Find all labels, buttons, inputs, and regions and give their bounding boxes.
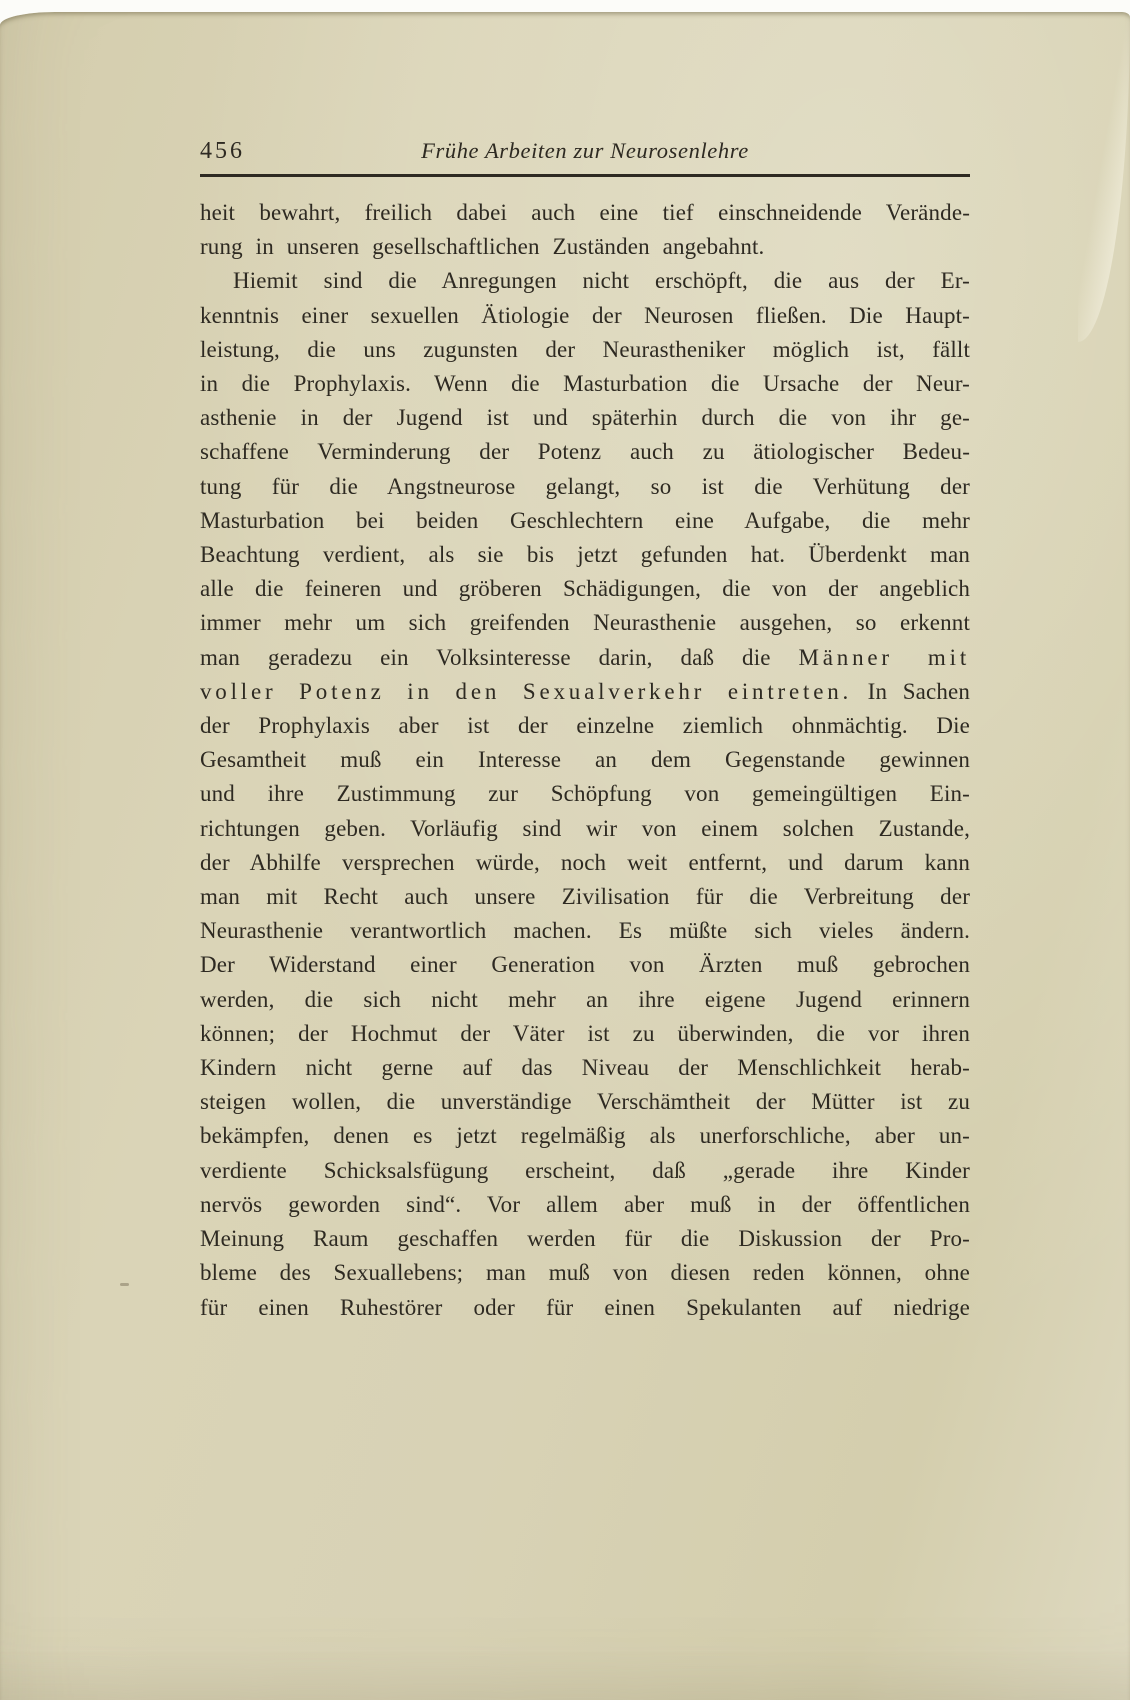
text-line bbox=[200, 196, 970, 230]
text-line bbox=[200, 538, 970, 572]
text-line bbox=[200, 948, 970, 982]
text-line bbox=[200, 880, 970, 914]
text-line bbox=[200, 1291, 970, 1325]
header-rule bbox=[200, 174, 970, 177]
text-segment: der Abhilfe versprechen würde, noch weit entfernt, und darum kann bbox=[200, 849, 970, 875]
text-line bbox=[200, 1085, 970, 1119]
text-line bbox=[200, 1051, 970, 1085]
text-segment: der Prophylaxis aber ist der einzelne ziemlich ohnmächtig. Die bbox=[200, 713, 970, 739]
running-title: Frühe Arbeiten zur Neurosenlehre bbox=[421, 138, 749, 163]
emphasized-text: voller Potenz in den Sexualverkehr eintreten. bbox=[200, 678, 853, 704]
text-line bbox=[200, 1119, 970, 1153]
text-segment: heit bewahrt, freilich dabei auch eine tief einschneidende Verände- bbox=[200, 200, 970, 225]
text-line bbox=[200, 812, 970, 846]
text-segment: für einen Ruhestörer oder für einen Spekulanten auf niedrige bbox=[200, 1294, 970, 1320]
text-line bbox=[200, 572, 970, 606]
text-line bbox=[200, 709, 970, 743]
text-line bbox=[200, 641, 970, 675]
text-line bbox=[200, 230, 970, 264]
text-segment: Gesamtheit muß ein Interesse an dem Gegenstande gewinnen bbox=[200, 747, 970, 773]
text-segment: nervös geworden sind“. Vor allem aber muß in der öffentlichen bbox=[200, 1191, 970, 1217]
text-line bbox=[200, 1222, 970, 1256]
text-segment: verdiente Schicksalsfügung erscheint, daß „gerade ihre Kinder bbox=[200, 1157, 970, 1183]
body-text bbox=[200, 196, 970, 1325]
text-segment: Hiemit sind die Anregungen nicht erschöpft, die aus der Er- bbox=[233, 268, 970, 294]
text-segment: bleme des Sexuallebens; man muß von diesen reden können, ohne bbox=[200, 1260, 970, 1286]
text-segment: In Sachen bbox=[852, 678, 971, 704]
text-segment: Beachtung verdient, als sie bis jetzt gefunden hat. Überdenkt man bbox=[200, 542, 970, 568]
text-segment: schaffene Verminderung der Potenz auch zu ätiologischer Bedeu- bbox=[200, 439, 970, 465]
text-segment: leistung, die uns zugunsten der Neurastheniker möglich ist, fällt bbox=[200, 336, 970, 362]
text-segment: richtungen geben. Vorläufig sind wir von einem solchen Zustande, bbox=[200, 815, 970, 841]
book-page bbox=[0, 12, 1130, 1700]
text-segment: alle die feineren und gröberen Schädigungen, die von der angeblich bbox=[200, 576, 970, 602]
text-line bbox=[200, 367, 970, 401]
text-line bbox=[200, 1154, 970, 1188]
page-content bbox=[200, 136, 970, 1325]
text-line bbox=[200, 1256, 970, 1290]
text-segment: man mit Recht auch unsere Zivilisation für die Verbreitung der bbox=[200, 884, 970, 910]
text-segment: kenntnis einer sexuellen Ätiologie der Neurosen fließen. Die Haupt- bbox=[200, 302, 970, 328]
text-segment: tung für die Angstneurose gelangt, so ist die Verhütung der bbox=[200, 473, 970, 499]
text-line bbox=[200, 264, 970, 298]
emphasized-text: Männer mit bbox=[798, 644, 971, 670]
text-segment: Masturbation bei beiden Geschlechtern eine Aufgabe, die mehr bbox=[200, 507, 970, 533]
text-line bbox=[200, 743, 970, 777]
text-line bbox=[200, 333, 970, 367]
text-segment: steigen wollen, die unverständige Verschämtheit der Mütter ist zu bbox=[200, 1089, 970, 1115]
text-segment: Der Widerstand einer Generation von Ärzten muß gebrochen bbox=[200, 952, 970, 978]
page-number: 456 bbox=[200, 138, 245, 164]
text-segment: Kindern nicht gerne auf das Niveau der Menschlichkeit herab- bbox=[200, 1055, 970, 1081]
text-segment: und ihre Zustimmung zur Schöpfung von gemeingültigen Ein- bbox=[200, 781, 970, 807]
text-line bbox=[200, 914, 970, 948]
page-header bbox=[200, 136, 970, 168]
text-segment: können; der Hochmut der Väter ist zu überwinden, die vor ihren bbox=[200, 1020, 970, 1046]
text-segment: bekämpfen, denen es jetzt regelmäßig als unerforschliche, aber un- bbox=[200, 1123, 970, 1149]
margin-speck bbox=[120, 1283, 129, 1286]
text-line bbox=[200, 777, 970, 811]
text-line bbox=[200, 1017, 970, 1051]
text-segment: werden, die sich nicht mehr an ihre eigene Jugend erinnern bbox=[200, 986, 970, 1012]
text-line bbox=[200, 1188, 970, 1222]
text-line bbox=[200, 435, 970, 469]
page-curl-highlight bbox=[1078, 12, 1130, 342]
text-line bbox=[200, 470, 970, 504]
text-segment: immer mehr um sich greifenden Neurasthenie ausgehen, so erkennt bbox=[200, 610, 970, 636]
text-line bbox=[200, 401, 970, 435]
text-segment: rung in unseren gesellschaftlichen Zuständen angebahnt. bbox=[200, 234, 765, 260]
text-segment: man geradezu ein Volksinteresse darin, daß die bbox=[200, 644, 799, 670]
text-line bbox=[200, 983, 970, 1017]
text-line bbox=[200, 606, 970, 640]
text-segment: asthenie in der Jugend ist und späterhin durch die von ihr ge- bbox=[200, 405, 970, 431]
text-line bbox=[200, 504, 970, 538]
text-line bbox=[200, 675, 970, 709]
text-line bbox=[200, 846, 970, 880]
text-line bbox=[200, 299, 970, 333]
text-segment: Neurasthenie verantwortlich machen. Es müßte sich vieles ändern. bbox=[200, 918, 970, 944]
text-segment: in die Prophylaxis. Wenn die Masturbation die Ursache der Neur- bbox=[200, 371, 970, 397]
text-segment: Meinung Raum geschaffen werden für die Diskussion der Pro- bbox=[200, 1226, 970, 1252]
